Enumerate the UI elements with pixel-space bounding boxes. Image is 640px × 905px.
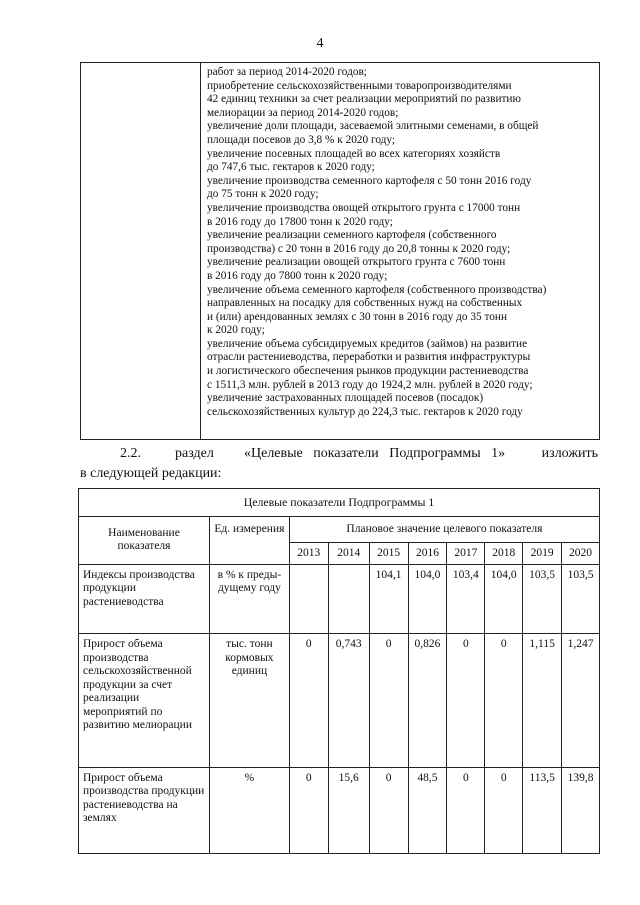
text-line: приобретение сельскохозяйственными товаропроизводителями bbox=[207, 79, 512, 92]
value-cell: 0,826 bbox=[408, 634, 447, 768]
text-line: увеличение реализации овощей открытого грунта с 7600 тонн bbox=[207, 256, 506, 269]
value-cell: 0 bbox=[485, 634, 523, 768]
value-cell bbox=[328, 564, 369, 633]
text-line: увеличение производства овощей открытого грунта с 17000 тонн bbox=[207, 201, 521, 214]
year-header: 2014 bbox=[328, 542, 369, 564]
text-line: до 747,6 тыс. гектаров к 2020 году; bbox=[207, 161, 375, 174]
section-verb: изложить bbox=[541, 446, 598, 461]
value-cell: 0,743 bbox=[328, 634, 369, 768]
text-line: отрасли растениеводства, переработки и развития инфраструктуры bbox=[207, 351, 531, 364]
value-cell: 0 bbox=[289, 767, 328, 853]
value-cell bbox=[289, 564, 328, 633]
indicator-name: Индексы производства продукции растениеводства bbox=[79, 564, 210, 633]
text-line: увеличение объема семенного картофеля (собственного производства) bbox=[207, 283, 547, 296]
value-cell: 1,247 bbox=[562, 634, 600, 768]
value-cell: 139,8 bbox=[562, 767, 600, 853]
text-line: увеличение посевных площадей во всех категориях хозяйств bbox=[207, 147, 501, 160]
text-line: увеличение реализации семенного картофеля (собственного bbox=[207, 229, 497, 242]
value-cell: 103,4 bbox=[447, 564, 485, 633]
text-line: мелиорации за период 2014-2020 годов; bbox=[207, 106, 399, 119]
text-line: увеличение производства семенного картофеля с 50 тонн 2016 году bbox=[207, 174, 532, 187]
text-line: увеличение застрахованных площадей посевов (посадок) bbox=[207, 392, 484, 405]
value-cell: 0 bbox=[369, 634, 408, 768]
text-line: к 2020 году; bbox=[207, 324, 265, 337]
indicator-unit: % bbox=[210, 767, 290, 853]
value-cell: 0 bbox=[447, 634, 485, 768]
text-line: в 2016 году до 7800 тонн к 2020 году; bbox=[207, 269, 388, 282]
table-caption: Целевые показатели Подпрограммы 1 bbox=[79, 489, 600, 517]
year-header: 2019 bbox=[523, 542, 562, 564]
table-row bbox=[79, 767, 600, 853]
continuation-table bbox=[80, 62, 600, 440]
year-header: 2020 bbox=[562, 542, 600, 564]
value-cell: 0 bbox=[369, 767, 408, 853]
value-cell: 48,5 bbox=[408, 767, 447, 853]
text-line: в 2016 году до 17800 тонн к 2020 году; bbox=[207, 215, 393, 228]
value-cell: 104,0 bbox=[485, 564, 523, 633]
section-continuation: в следующей редакции: bbox=[80, 466, 222, 481]
value-cell: 0 bbox=[447, 767, 485, 853]
table-row bbox=[79, 564, 600, 633]
header-indicator-name: Наименование показателя bbox=[79, 516, 210, 564]
header-planned-value: Плановое значение целевого показателя bbox=[289, 516, 599, 542]
text-line: и логистического обеспечения рынков продукции растениеводства bbox=[207, 365, 529, 378]
year-header: 2016 bbox=[408, 542, 447, 564]
section-title: «Целевые показатели Подпрограммы 1» bbox=[244, 446, 506, 461]
year-header: 2017 bbox=[447, 542, 485, 564]
text-line: производства) с 20 тонн в 2016 году до 20,8 тонны к 2020 году; bbox=[207, 242, 511, 255]
value-cell: 1,115 bbox=[523, 634, 562, 768]
year-header: 2018 bbox=[485, 542, 523, 564]
text-line: сельскохозяйственных культур до 224,3 тыс. гектаров к 2020 году bbox=[207, 405, 523, 418]
text-line: увеличение объема субсидируемых кредитов (займов) на развитие bbox=[207, 337, 528, 350]
value-cell: 104,0 bbox=[408, 564, 447, 633]
year-header: 2015 bbox=[369, 542, 408, 564]
text-line: 42 единиц техники за счет реализации мероприятий по развитию bbox=[207, 93, 521, 106]
section-word: раздел bbox=[175, 446, 214, 461]
page-number: 4 bbox=[316, 36, 324, 51]
indicator-name: Прирост объема производства сельскохозяйственной продукции за счет реализации мероприятий по развитию мелиорации bbox=[79, 634, 210, 768]
value-cell: 0 bbox=[485, 767, 523, 853]
continuation-left-cell bbox=[81, 63, 201, 440]
text-line: с 1511,3 млн. рублей в 2013 году до 1924,2 млн. рублей в 2020 году; bbox=[207, 378, 533, 391]
text-line: до 75 тонн к 2020 году; bbox=[207, 188, 319, 201]
text-line: и (или) арендованных землях с 30 тонн в 2016 году до 35 тонн bbox=[207, 310, 508, 323]
header-unit: Ед. измерения bbox=[210, 516, 290, 564]
section-number: 2.2. bbox=[120, 446, 141, 461]
indicator-unit: в % к преды-дущему году bbox=[210, 564, 290, 633]
text-line: увеличение доли площади, засеваемой элитными семенами, в общей bbox=[207, 120, 539, 133]
indicator-unit: тыс. тонн кормовых единиц bbox=[210, 634, 290, 768]
value-cell: 0 bbox=[289, 634, 328, 768]
target-indicators-table bbox=[78, 488, 600, 854]
value-cell: 104,1 bbox=[369, 564, 408, 633]
expected-results-text bbox=[201, 63, 599, 419]
continuation-right-cell bbox=[201, 63, 600, 440]
value-cell: 113,5 bbox=[523, 767, 562, 853]
year-header: 2013 bbox=[289, 542, 328, 564]
text-line: работ за период 2014-2020 годов; bbox=[207, 66, 367, 78]
table-row bbox=[79, 634, 600, 768]
indicator-name: Прирост объема производства продукции растениеводства на землях bbox=[79, 767, 210, 853]
text-line: направленных на посадку для собственных нужд на собственных bbox=[207, 297, 523, 310]
value-cell: 103,5 bbox=[562, 564, 600, 633]
value-cell: 15,6 bbox=[328, 767, 369, 853]
value-cell: 103,5 bbox=[523, 564, 562, 633]
text-line: площади посевов до 3,8 % к 2020 году; bbox=[207, 133, 396, 146]
